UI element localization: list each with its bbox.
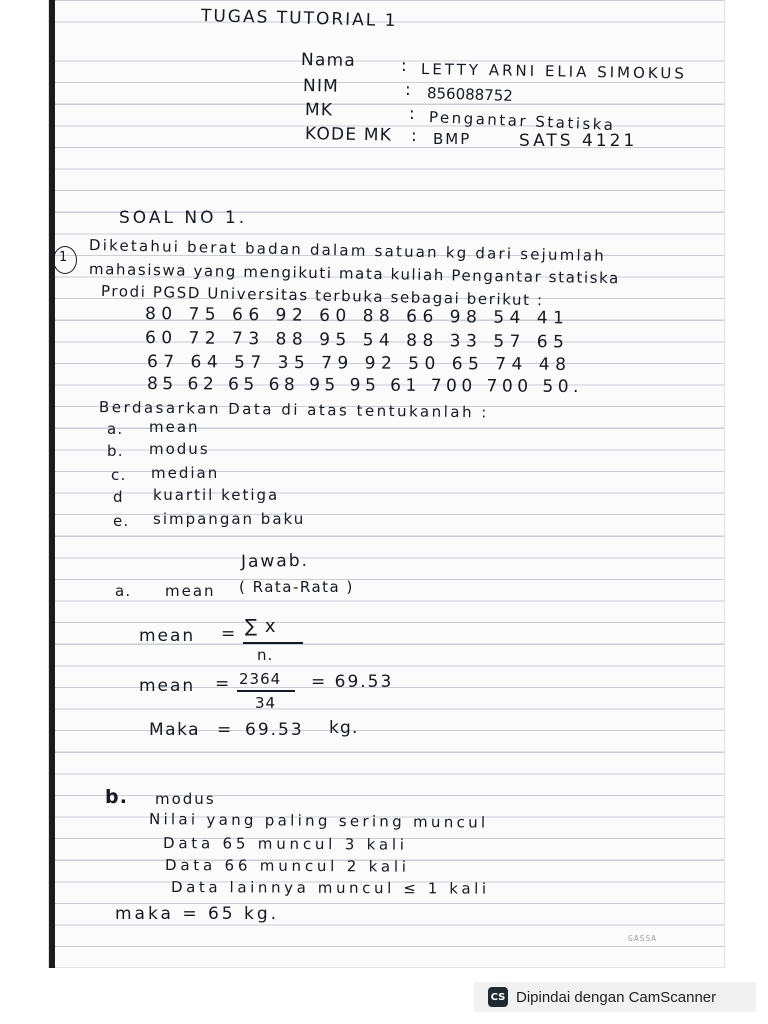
field-label-kode-mk: KODE MK [304,124,393,146]
field-value-nim: 856088752 [426,84,514,105]
question-number: 1 [59,250,69,265]
answer-b-conclusion: maka = 65 kg. [115,904,280,924]
data-row-4: 85 62 65 68 95 95 61 700 700 50. [146,374,584,398]
calc-numerator: 2364 [239,670,282,688]
answer-b-line-2: Data 65 muncul 3 kali [162,834,408,854]
calc-result: = 69.53 [311,672,394,692]
item-letter-d: d [113,488,124,506]
page-stamp: GASSA [628,934,658,943]
notebook-page [48,0,725,968]
question-prompt: Berdasarkan Data di atas tentukanlah : [98,398,489,422]
answer-a-note: ( Rata-Rata ) [239,578,354,596]
conclusion-a-lhs: Maka [149,720,201,740]
item-text-d: kuartil ketiga [153,486,280,504]
formula-eq: = [221,624,237,644]
field-extra-kode-mk: SATS 4121 [519,131,638,151]
data-row-2: 60 72 73 88 95 54 88 33 57 65 [144,328,570,353]
page-title: TUGAS TUTORIAL 1 [200,6,398,32]
answer-heading: Jawab. [240,550,310,572]
formula-numerator: ∑ x [245,616,277,637]
calc-eq: = [215,674,231,694]
question-line-3: Prodi PGSD Universitas terbuka sebagai berikut : [100,282,544,310]
field-sep-mk: : [409,104,416,124]
question-line-2: mahasiswa yang mengikuti mata kuliah Pengantar statiska [88,260,621,288]
data-row-1: 80 75 66 92 60 88 66 98 54 41 [144,304,570,329]
field-sep-nim: : [405,80,412,100]
field-label-mk: MK [304,100,334,121]
answer-a-title: mean [165,582,216,600]
formula-fraction-bar [243,642,303,644]
notebook-binding [49,0,55,968]
formula-denominator: n. [257,646,274,664]
conclusion-a-eq: = [217,720,233,740]
conclusion-a-value: 69.53 [245,720,304,740]
calc-fraction-bar [237,690,295,692]
field-label-nim: NIM [302,76,340,97]
item-letter-c: c. [111,466,127,484]
field-value-nama: LETTY ARNI ELIA SIMOKUS [420,60,687,83]
field-sep-kode-mk: : [411,126,418,146]
item-letter-a: a. [107,420,124,438]
calc-lhs: mean [139,676,196,696]
conclusion-a-unit: kg. [329,718,359,738]
answer-a-label: a. [115,582,132,600]
calc-denominator: 34 [255,694,277,712]
field-value-kode-mk: BMP [433,130,472,148]
camscanner-logo-icon: CS [488,987,508,1007]
item-text-a: mean [149,418,200,436]
answer-b-label: b. [105,786,129,808]
data-row-3: 67 64 57 35 79 92 50 65 74 48 [146,352,572,375]
calc-fraction [237,670,299,718]
answer-b-line-4: Data lainnya muncul ≤ 1 kali [170,878,490,898]
question-line-1: Diketahui berat badan dalam satuan kg dari sejumlah [88,236,607,265]
formula-fraction [243,616,307,666]
field-sep-nama: : [401,56,408,76]
item-letter-e: e. [113,512,130,530]
field-value-mk: Pengantar Statiska [428,108,616,135]
answer-b-line-3: Data 66 muncul 2 kali [164,856,410,876]
item-text-e: simpangan baku [153,510,306,528]
item-letter-b: b. [107,442,124,460]
camscanner-watermark [474,982,756,1012]
formula-lhs: mean [139,626,196,646]
field-label-nama: Nama [300,50,357,71]
item-text-b: modus [149,440,210,458]
answer-b-title: modus [155,790,216,808]
camscanner-text: Dipindai dengan CamScanner [516,988,717,1006]
item-text-c: median [151,464,220,482]
answer-b-line-1: Nilai yang paling sering muncul [148,810,489,832]
question-heading: SOAL NO 1. [119,208,248,228]
